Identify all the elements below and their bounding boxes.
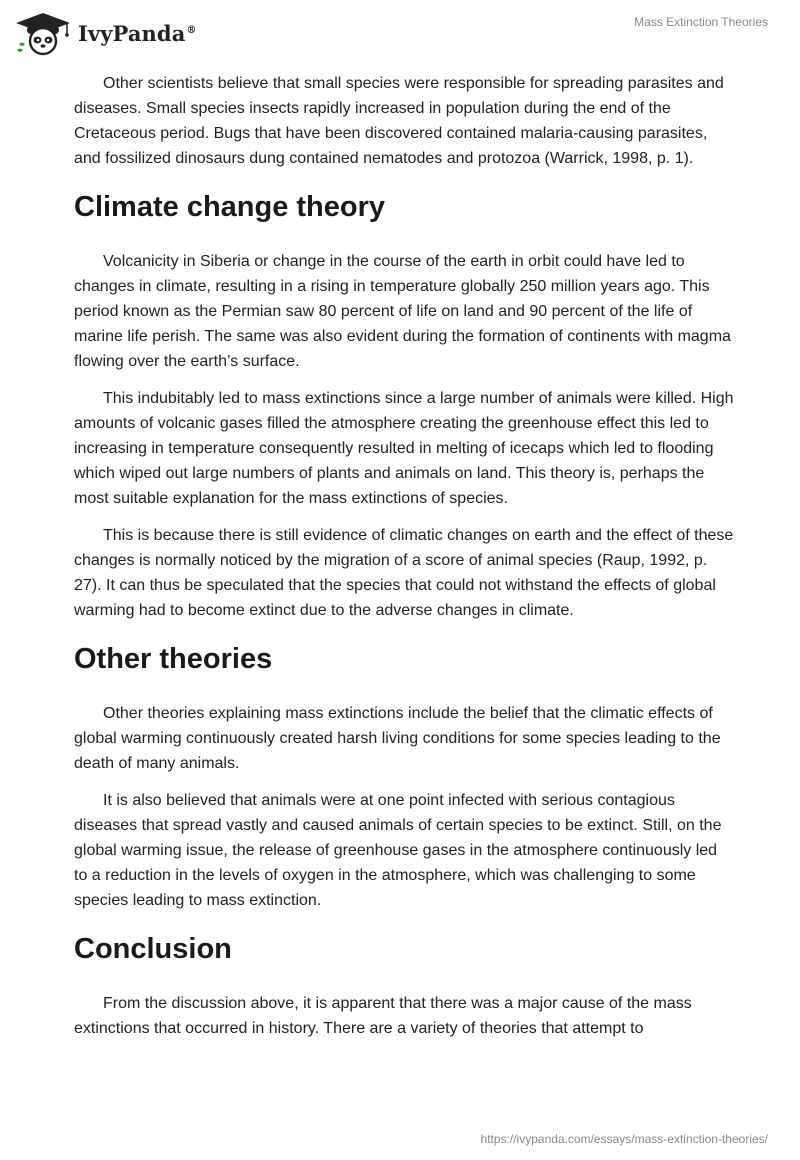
paragraph: Other scientists believe that small species were responsible for spreading parasites and diseases. Small species insects rapidly increased in population during the end of the Cretaceous period. Bugs that have been discovered contained malaria-causing parasites, and fossilized dinosaurs dung contained nematodes and protozoa (Warrick, 1998, p. 1). [74,75,724,167]
paragraph: It is also believed that animals were at one point infected with serious contagious diseases that spread vastly and caused animals of certain species to be extinct. Still, on the global warming issue, the release of greenhouse gases in the atmosphere continuously led to a reduction in the levels of oxygen in the atmosphere, which was challenging to some species leading to mass extinction. [74,792,722,909]
document-title: Mass Extinction Theories [634,15,768,29]
source-url-link[interactable]: https://ivypanda.com/essays/mass-extinction-theories/ [480,1132,768,1146]
paragraph: Volcanicity in Siberia or change in the course of the earth in orbit could have led to changes in climate, resulting in a rising in temperature globally 250 million years ago. This period known as the Permian saw 80 percent of life on land and 90 percent of the life of marine life perish. The same was also evident during the formation of continents with magma flowing over the earth’s surface. [74,253,731,370]
registered-mark: ® [186,24,197,36]
paragraph: This indubitably led to mass extinctions since a large number of animals were killed. High amounts of volcanic gases filled the atmosphere creating the greenhouse effect this led to increasing in temperature consequently resulted in melting of icecaps which led to flooding which wiped out large numbers of plants and animals on land. This theory is, perhaps the most suitable explanation for the mass extinctions of species. [74,390,734,507]
panda-graduation-cap-icon [14,10,72,56]
paragraph: Other theories explaining mass extinctions include the belief that the climatic effects of global warming continuously created harsh living conditions for some species leading to the death of many animals. [74,705,721,772]
brand-name: IvyPanda® [78,20,197,46]
paragraph: This is because there is still evidence of climatic changes on earth and the effect of these changes is normally noticed by the migration of a score of animal species (Raup, 1992, p. 27). It can thus be speculated that the species that could not withstand the effects of global warming had to become extinct due to the adverse changes in climate. [74,527,734,619]
essay-body [74,71,734,1053]
ivypanda-logo[interactable] [14,8,204,58]
section-heading-climate-change: Climate change theory [74,191,386,223]
section-heading-conclusion: Conclusion [74,933,232,965]
paragraph: From the discussion above, it is apparent that there was a major cause of the mass extinctions that occurred in history. There are a variety of theories that attempt to [74,995,692,1037]
section-heading-other-theories: Other theories [74,643,273,675]
